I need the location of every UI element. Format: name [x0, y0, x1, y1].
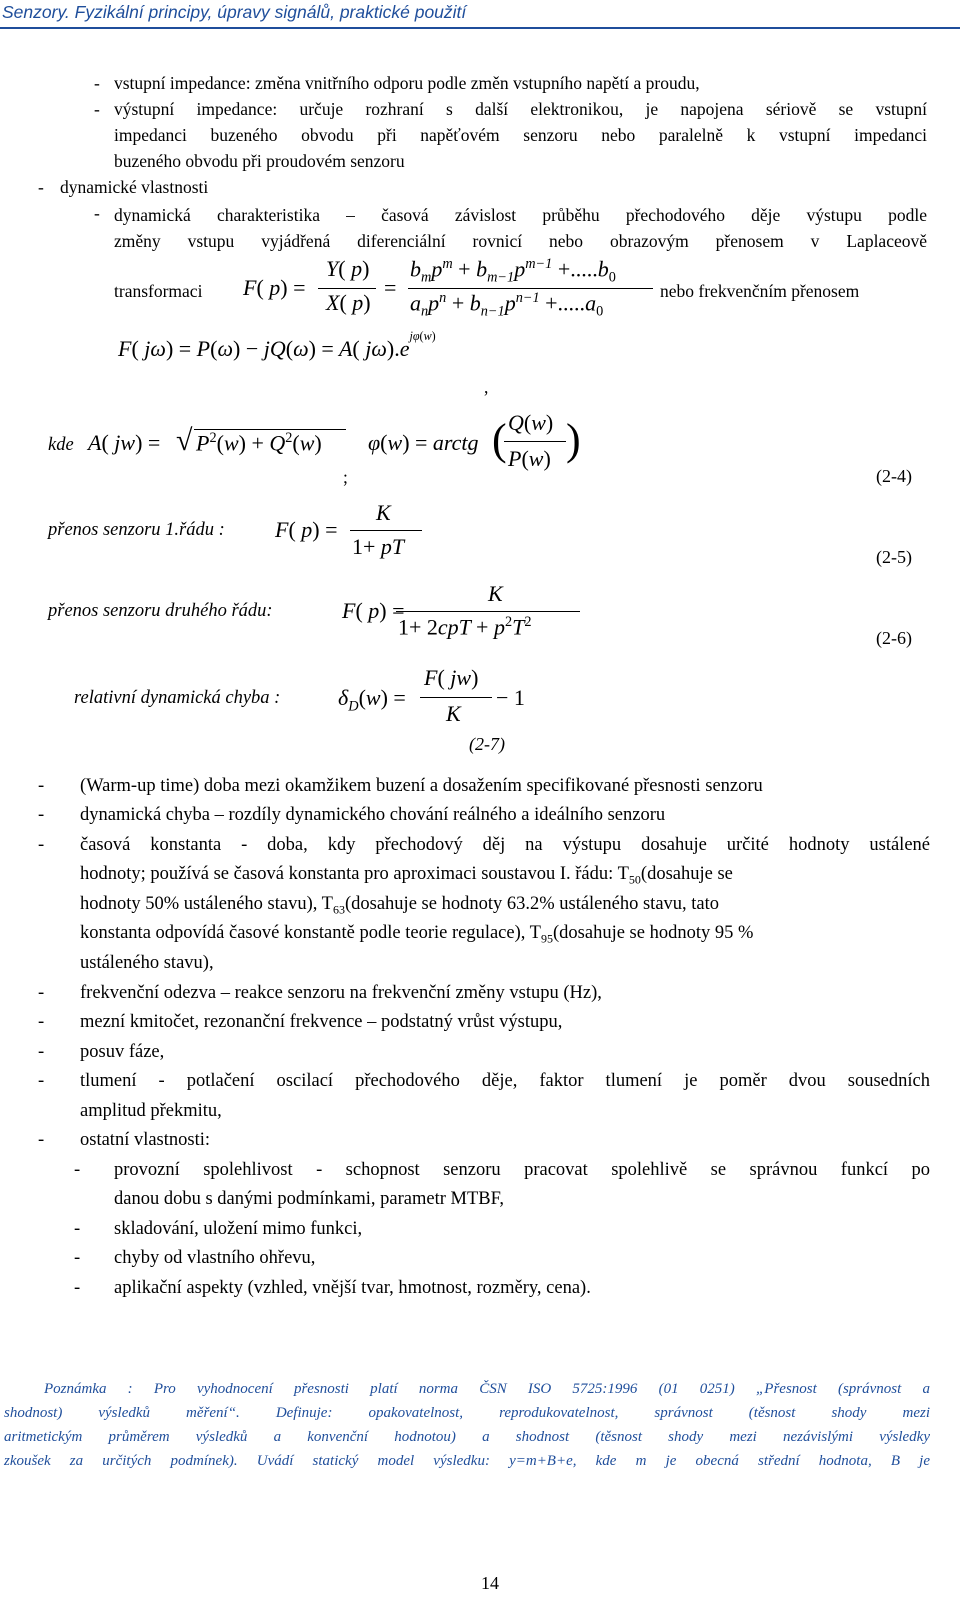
frequency-transfer-label: nebo frekvenčním přenosem — [660, 281, 860, 301]
equation-number: (2-7) — [469, 734, 505, 754]
list-item: dynamická charakteristika – časová závislost průběhu přechodového děje výstupu podle — [114, 205, 927, 225]
list-item-continuation: impedanci buzeného obvodu při napěťovém senzoru nebo paralelně k vstupní impedanci — [114, 125, 927, 145]
list-item: dynamická chyba – rozdíly dynamického chování reálného a ideálního senzoru — [80, 805, 666, 825]
equation-semicolon: ; — [343, 467, 348, 487]
list-item-continuation: hodnoty 50% ustáleného stavu), $T_{63}(dosahuje$ se hodnoty 63.2% ustáleného stavu, tato — [80, 894, 720, 917]
equation-number: (2-4) — [876, 466, 912, 486]
list-item: chyby od vlastního ohřevu, — [114, 1248, 316, 1268]
list-item: dynamické vlastnosti — [60, 177, 209, 197]
equation-number: (2-6) — [876, 628, 912, 648]
bullet-dash: - — [38, 177, 44, 197]
list-item-continuation: ustáleného stavu), — [80, 953, 214, 973]
equation-number: (2-5) — [876, 547, 912, 567]
relative-error-label: relativní dynamická chyba : — [74, 688, 281, 708]
list-item: (Warm-up time) doba mezi okamžikem buzení a dosažením specifikované přesnosti senzoru — [80, 776, 763, 796]
list-item: posuv fáze, — [80, 1042, 165, 1062]
note-line: Poznámka : Pro vyhodnocení přesnosti platí norma ČSN ISO 5725:1996 (01 0251) „Přesnost (správnost a — [44, 1381, 930, 1397]
list-item: mezní kmitočet, rezonanční frekvence – podstatný vrůst výstupu, — [80, 1012, 563, 1032]
second-order-label: přenos senzoru druhého řádu: — [48, 601, 273, 621]
bullet-dash: - — [38, 1042, 45, 1062]
bullet-dash: - — [74, 1219, 81, 1239]
bullet-dash: - — [38, 1130, 45, 1150]
list-item: ostatní vlastnosti: — [80, 1130, 211, 1150]
bullet-dash: - — [94, 203, 100, 223]
equation-comma: , — [484, 377, 489, 397]
header-rule — [0, 27, 960, 29]
list-item-continuation: danou dobu s danými podmínkami, parametr MTBF, — [114, 1189, 505, 1209]
list-item-continuation: konstanta odpovídá časové konstantě podle teorie regulace), $T_{95}(dosahuje$ se hodnoty 95 % — [80, 923, 754, 946]
bullet-dash: - — [94, 73, 100, 93]
bullet-dash: - — [38, 1012, 45, 1032]
bullet-dash: - — [38, 776, 45, 796]
bullet-dash: - — [74, 1248, 81, 1268]
page-header-title: Senzory. Fyzikální principy, úpravy signálů, praktické použití — [2, 2, 467, 22]
list-item: aplikační aspekty (vzhled, vnější tvar, hmotnost, rozměry, cena). — [114, 1278, 591, 1298]
note-line: zkoušek za určitých podmínek). Uvádí statický model výsledku: y=m+B+e, kde m je obecná střední hodnota, B je — [4, 1453, 930, 1469]
list-item: frekvenční odezva – reakce senzoru na frekvenční změny vstupu (Hz), — [80, 983, 602, 1003]
bullet-dash: - — [74, 1278, 81, 1298]
note-line: aritmetickým průměrem výsledků a konvenční hodnotou) a shodnost (těsnost shody mezi nezávislými výsledky — [4, 1429, 930, 1445]
bullet-dash: - — [38, 1071, 45, 1091]
list-item-continuation: hodnoty; používá se časová konstanta pro aproximaci soustavou I. řádu: $T_{50}(dosahuje$ se — [80, 864, 733, 887]
list-item: provozní spolehlivost - schopnost senzoru pracovat spolehlivě se správnou funkcí po — [114, 1160, 930, 1180]
bullet-dash: - — [38, 983, 45, 1003]
list-item: skladování, uložení mimo funkci, — [114, 1219, 363, 1239]
bullet-dash: - — [38, 835, 45, 855]
note-line: shodnost) výsledků měření“. Definuje: opakovatelnost, reprodukovatelnost, správnost (těsnost shody mezi — [4, 1405, 930, 1421]
list-item: výstupní impedance: určuje rozhraní s další elektronikou, je napojena sériově se vstupní — [114, 99, 927, 119]
bullet-dash: - — [94, 99, 100, 119]
list-item-continuation: změny vstupu vyjádřená diferenciální rovnicí nebo obrazovým přenosem v Laplaceově — [114, 231, 927, 251]
page-number: 14 — [481, 1573, 499, 1593]
list-item: vstupní impedance: změna vnitřního odporu podle změn vstupního napětí a proudu, — [114, 73, 700, 93]
bullet-dash: - — [74, 1160, 81, 1180]
kde-label: kde — [48, 435, 74, 455]
list-item: tlumení - potlačení oscilací přechodového děje, faktor tlumení je poměr dvou sousedních — [80, 1071, 930, 1091]
bullet-dash: - — [38, 805, 45, 825]
transformaci-label: transformaci — [114, 281, 203, 301]
list-item: časová konstanta - doba, kdy přechodový děj na výstupu dosahuje určité hodnoty ustálené — [80, 835, 930, 855]
list-item-continuation: amplitud překmitu, — [80, 1101, 222, 1121]
first-order-label: přenos senzoru 1.řádu : — [48, 520, 225, 540]
list-item-continuation: buzeného obvodu při proudovém senzoru — [114, 151, 405, 171]
